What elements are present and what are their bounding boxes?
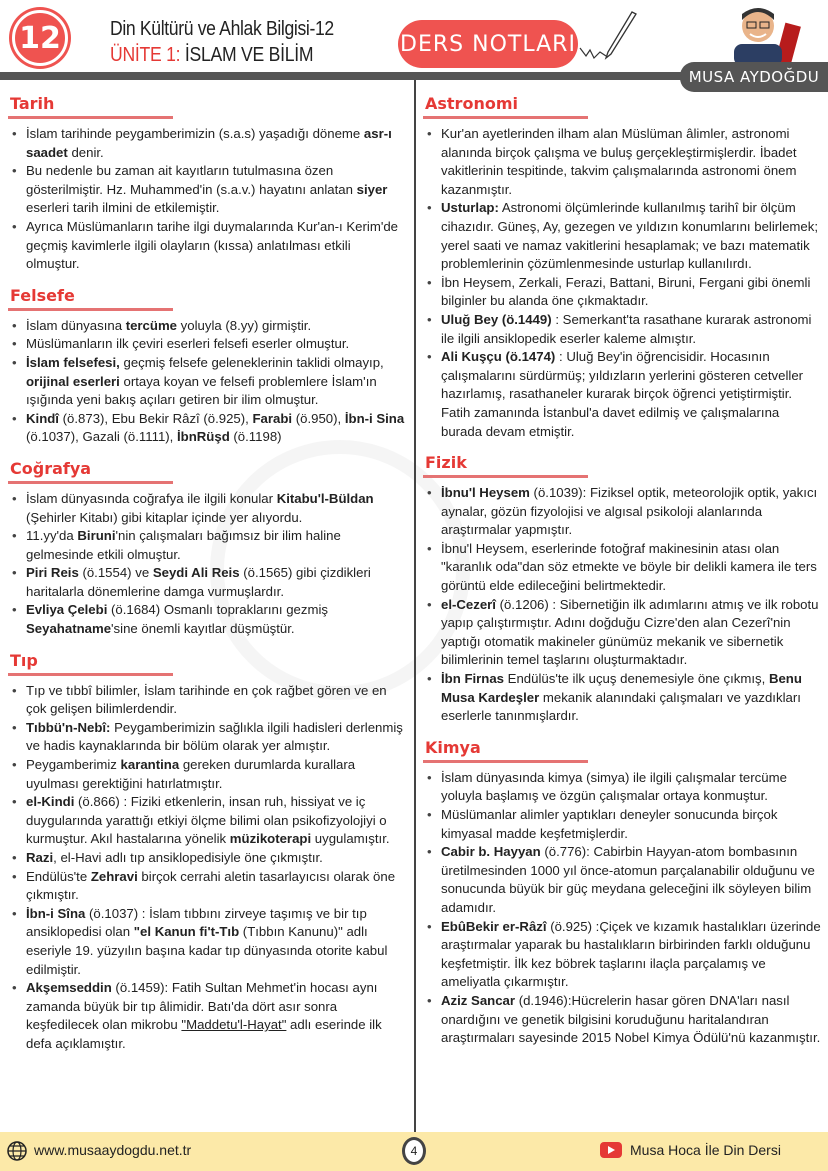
text-segment: Bu nedenle bu zaman ait kayıtların tutulmasına özen gösterilmiştir. Hz. Muhammed'in (s.a.v.) hayatını anlatan: [26, 163, 357, 197]
section-tarih: [8, 92, 406, 274]
text-segment: gereken durumlarda kurallara uyulması gerektiğini hatırlatmıştır.: [26, 757, 356, 791]
bold-term: müzikoterapi: [229, 831, 312, 847]
text-segment: (ö.866) : Fiziki etkenlerin, insan ruh, hissiyat ve iç duygularında yarattığı etkiyi ölçme bilimi olan psikofizyolojiyi o kurmuştur. Akıl hastalarına yönelik: [26, 794, 387, 847]
text-segment: adlı eserinde ilk defa açıklamıştır.: [26, 1017, 382, 1051]
list-item: [423, 918, 821, 992]
section-heading: Astronomi: [423, 92, 588, 119]
list-item: [423, 806, 821, 843]
bold-term: Akşemseddin: [26, 980, 112, 996]
text-segment: ortaya koyan ve felsefi problemlere İslam'ın ışığında yeni bakış açıları getiren bir ilim olmuştur.: [26, 373, 377, 408]
text-segment: (ö.1554) ve: [78, 565, 153, 581]
youtube-channel-link[interactable]: Musa Hoca İle Din Dersi: [630, 1142, 781, 1158]
text-segment: (Tıbbın Kanunu)" adlı eseriyle 19. yüzyılın başına kadar tıp dünyasında otorite kabul edilmiştir.: [26, 924, 388, 977]
list-item: [423, 843, 821, 917]
text-segment: 11.yy'da: [26, 528, 78, 544]
text-segment: (d.1946):Hücrelerin hasar gören DNA'ları nasıl onardığını ve genetik bilgisini koruduğunu haritalandıran araştırmaları sayesinde 2015 Nobel Kimya Ödülü'nü kazanmıştır.: [441, 992, 821, 1046]
bold-term: Benu Musa Kardeşler: [441, 671, 802, 705]
list-item: [8, 793, 406, 849]
bold-term: EbûBekir er-Râzî: [441, 918, 547, 934]
list-item: [423, 125, 821, 199]
bullet-list: [423, 125, 821, 441]
text-segment: (ö.1206) : Sibernetiğin ilk adımlarını atmış ve ilk robotu yapıp çalıştırmıştır. Adını doğduğu Cizre'den alan Cezerî'nin yaptığı otomatik makineler günümüz mekanik ve sibernetik bilimlerinin temel taşlarını oluşturmaktadır.: [441, 596, 819, 668]
text-segment: İslam dünyasına: [26, 317, 126, 333]
text-segment: (ö.873), Ebu Bekir Râzî (ö.925),: [58, 410, 253, 426]
bullet-list: [8, 682, 406, 1054]
text-segment: (ö.1459): Fatih Sultan Mehmet'in hocası aynı zamanda büyük bir tıp âlimidir. Batı'da dört asır sonra keşfedilecek olan mikrobu: [26, 980, 378, 1033]
text-segment: (ö.1198): [229, 429, 282, 445]
text-segment: (ö.776): Cabirbin Hayyan-atom bombasının üretilmesinden 1000 yıl önce-atomun parçalanabilir olduğunu ve sonucunda büyük bir güç meydana geleceğini ilk söyleyen bilim adamıdır.: [441, 844, 815, 915]
bold-term: tercüme: [125, 317, 178, 333]
bold-term: el-Kindi: [26, 794, 75, 810]
pen-icon: [578, 8, 642, 68]
section-heading: Fizik: [423, 451, 588, 478]
text-segment: "Maddetu'l-Hayat": [181, 1017, 287, 1033]
left-column: [8, 92, 406, 1064]
section-fizik: [423, 451, 821, 726]
website-link[interactable]: www.musaaydogdu.net.tr: [34, 1142, 192, 1158]
section-heading: Tıp: [8, 649, 173, 676]
bold-term: Cabir b. Hayyan: [441, 844, 541, 860]
text-segment: İslam tarihinde peygamberimizin (s.a.s) yaşadığı döneme: [26, 126, 364, 141]
bullet-list: [8, 490, 406, 639]
text-segment: İslam dünyasında kimya (simya) ile ilgili çalışmalar tercüme yoluyla başlamış ve özgün çalışmalar ortaya konmuştur.: [441, 769, 787, 804]
text-segment: (ö.925) :Çiçek ve kızamık hastalıkları üzerinde araştırmalar yaparak bu hastalıkların birbirinden farklı olduğunu keşfetmiştir. İlk kez böbrek taşlarını ilaçla parçalamış ve ameliyatla çıkarmıştır.: [441, 918, 821, 990]
bold-term: Farabi: [252, 410, 293, 426]
column-divider: [414, 80, 416, 1134]
list-item: [8, 490, 406, 527]
text-segment: eserleri tarih ilmini de etkilemiştir.: [26, 200, 220, 216]
list-item: [8, 601, 406, 638]
section-felsefe: [8, 284, 406, 447]
header-bar: [0, 72, 700, 80]
author-name: MUSA AYDOĞDU: [680, 62, 828, 92]
bold-term: Kindî: [26, 410, 59, 426]
text-segment: , el-Havi adlı tıp ansiklopedisiyle öne çıkmıştır.: [53, 850, 323, 865]
text-segment: birçok cerrahi aletin tasarlayıcısı olarak öne çıkmıştır.: [26, 868, 396, 903]
section-heading: Coğrafya: [8, 457, 173, 484]
section-astronomi: [423, 92, 821, 441]
text-segment: (ö.950),: [292, 410, 345, 426]
list-item: [423, 199, 821, 273]
bold-term: İbn-i Sîna: [26, 905, 86, 921]
text-segment: Müslümanların ilk çeviri eserleri felsefi eserler olmuştur.: [26, 336, 350, 352]
list-item: [423, 311, 821, 348]
bold-term: Razi: [26, 850, 54, 865]
list-item: [423, 992, 821, 1048]
bold-term: asr-ı saadet: [26, 126, 392, 160]
unit-name: İSLAM VE BİLİM: [184, 44, 314, 66]
unit-number-badge: 12: [12, 10, 68, 66]
text-segment: (Şehirler Kitabı) gibi kitaplar içinde yer alıyordu.: [26, 509, 303, 525]
bold-term: İbn Firnas: [441, 671, 505, 687]
text-segment: Endülüs'te ilk uçuş denemesiyle öne çıkmış,: [504, 671, 769, 687]
text-segment: (ö.1039): Fiziksel optik, meteorolojik optik, yakıcı aynalar, gözün fizyolojisi ve algısal psikoloji alanlarında araştırmalar yapmıştır.: [441, 485, 818, 538]
list-item: [8, 849, 406, 868]
list-item: [8, 756, 406, 793]
text-segment: İbnu'l Heysem, eserlerinde fotoğraf makinesinin atası olan "karanlık oda"dan söz etmekte ve böyle bir delikli kamera ile ters görüntü elde edileceğini belirtmektedir.: [441, 540, 817, 594]
bullet-list: [8, 125, 406, 274]
bold-term: Seyahatname: [26, 621, 112, 637]
bold-term: siyer: [356, 181, 388, 197]
list-item: [8, 868, 406, 905]
text-segment: uygulamıştır.: [311, 831, 390, 847]
section-coğrafya: [8, 457, 406, 639]
text-segment: Müslümanlar alimler yaptıkları deneyler sonucunda birçok kimyasal madde keşfetmişlerdir.: [441, 807, 778, 841]
section-heading: Tarih: [8, 92, 173, 119]
list-item: [8, 905, 406, 979]
bold-term: İslam felsefesi,: [26, 354, 120, 370]
bold-term: İbnRüşd: [177, 429, 230, 445]
text-segment: (ö.1037), Gazali (ö.1111),: [26, 429, 177, 445]
list-item: [8, 527, 406, 564]
list-item: [423, 484, 821, 540]
list-item: [8, 218, 406, 274]
list-item: [423, 596, 821, 670]
bold-term: el-Cezerî: [441, 596, 496, 612]
section-heading: Felsefe: [8, 284, 173, 311]
globe-icon: [6, 1140, 30, 1164]
bullet-list: [423, 484, 821, 726]
list-item: [8, 162, 406, 218]
text-segment: : Uluğ Bey'in öğrencisidir. Hocasının çalışmalarını sürdürmüş; yıldızların yerlerini gösteren cetveller hazırlamış, rasathaneler kurarak birçok öğrenci yetiştirmiştir. Fatih zamanında İstanbul'a davet edilmiş ve çalışmalarına burada devam etmiştir.: [441, 349, 804, 439]
list-item: [423, 274, 821, 311]
text-segment: : Semerkant'ta rasathane kurarak astronomi ile ilgili ansiklopedik eserler kaleme almıştır.: [441, 311, 812, 346]
list-item: [8, 410, 406, 447]
list-item: [8, 125, 406, 162]
section-heading: Kimya: [423, 736, 588, 763]
bold-term: Piri Reis: [26, 565, 79, 581]
bold-term: Zehravi: [90, 868, 138, 884]
bold-term: Usturlap:: [441, 200, 499, 216]
list-item: [8, 564, 406, 601]
course-title: Din Kültürü ve Ahlak Bilgisi-12: [110, 18, 334, 40]
bold-term: Aziz Sancar: [441, 992, 516, 1008]
bold-term: "el Kanun fi't-Tıb: [133, 924, 240, 940]
section-tıp: [8, 649, 406, 1054]
list-item: [423, 670, 821, 726]
text-segment: Peygamberimiz: [26, 757, 121, 773]
text-segment: mekanik alanındaki çalışmaları ve yazdıkları eserlerle tanınmışlardır.: [441, 689, 801, 724]
text-segment: 'nin çalışmaları bağımsız bir ilim haline gelmesinde etkili olmuştur.: [26, 528, 341, 562]
bold-term: İbn-i Sina: [344, 410, 405, 426]
bold-term: Uluğ Bey (ö.1449): [441, 311, 552, 327]
list-item: [8, 335, 406, 354]
unit-label: ÜNİTE 1:: [110, 44, 181, 66]
bullet-list: [8, 317, 406, 447]
page-number: 4: [402, 1137, 426, 1165]
list-item: [423, 769, 821, 806]
bold-term: orijinal eserleri: [26, 373, 120, 389]
list-item: [8, 719, 406, 756]
text-segment: (ö.1684) Osmanlı topraklarını gezmiş: [107, 602, 328, 618]
section-kimya: [423, 736, 821, 1048]
ders-notlari-badge: DERS NOTLARI: [398, 20, 578, 68]
bullet-list: [423, 769, 821, 1048]
text-segment: Ayrıca Müslümanların tarihe ilgi duymalarında Kur'an-ı Kerim'de geçmiş kavimlerle ilgili olayların (kıssa) anlatılması etkili olmuştur.: [26, 218, 399, 272]
text-segment: İbn Heysem, Zerkali, Ferazi, Battani, Biruni, Fergani gibi önemli bilginler bu alanda öne çıkmaktadır.: [441, 274, 811, 309]
bold-term: Tıbbü'n-Nebî:: [26, 719, 111, 735]
text-segment: Tıp ve tıbbî bilimler, İslam tarihinde en çok rağbet gören ve en çok gelişen bilimlerdendir.: [26, 682, 387, 717]
list-item: [8, 682, 406, 719]
bold-term: Evliya Çelebi: [26, 602, 108, 618]
list-item: [423, 540, 821, 596]
text-segment: Kur'an ayetlerinden ilham alan Müslüman âlimler, astronomi alanında birçok çalışma ve buluş gerçekleştirmişlerdir. İbadet vakitlerinin tespitinde, takvim çalışmalarında astronomi önem kazanmıştır.: [441, 126, 797, 197]
text-segment: Astronomi ölçümlerinde kullanılmış tarihî bir ölçüm cihazıdır. Güneş, Ay, gezegen ve yıldızın konumlarını belirlemek; yerel saati ve namaz vakitlerini hesaplamak; ve bazı matematik problemlerinin çözümlenmesinde usturlap kullanılırdı.: [441, 200, 819, 272]
text-segment: geçmiş felsefe geleneklerinin taklidi olmayıp,: [119, 354, 384, 370]
list-item: [8, 317, 406, 336]
unit-title: [110, 44, 313, 67]
bold-term: Kitabu'l-Büldan: [276, 490, 374, 506]
text-segment: yoluyla (8.yy) girmiştir.: [177, 317, 312, 333]
list-item: [8, 979, 406, 1053]
bold-term: karantina: [120, 757, 180, 773]
text-segment: (ö.1037) : İslam tıbbını zirveye taşımış ve bir tıp ansiklopedisi olan: [26, 905, 367, 940]
right-column: [423, 92, 821, 1058]
youtube-icon: [600, 1142, 622, 1158]
bold-term: Ali Kuşçu (ö.1474): [441, 349, 556, 365]
text-segment: denir.: [67, 144, 104, 160]
list-item: [8, 354, 406, 410]
bold-term: İbnu'l Heysem: [441, 485, 530, 501]
text-segment: (ö.1565) gibi çizdikleri haritalarla dönemlerine damga vurmuşlardır.: [26, 565, 371, 599]
text-segment: 'sine önemli kayıtlar düşmüştür.: [111, 621, 295, 637]
author-avatar: [722, 4, 808, 66]
text-segment: Endülüs'te: [26, 868, 91, 884]
bold-term: Seydi Ali Reis: [152, 565, 240, 581]
bold-term: Biruni: [77, 528, 116, 544]
text-segment: Peygamberimizin sağlıkla ilgili hadisleri derlenmiş ve hadis kaynaklarında bir bölüm olarak yer almıştır.: [26, 719, 403, 754]
list-item: [423, 348, 821, 441]
text-segment: İslam dünyasında coğrafya ile ilgili konular: [26, 490, 277, 506]
